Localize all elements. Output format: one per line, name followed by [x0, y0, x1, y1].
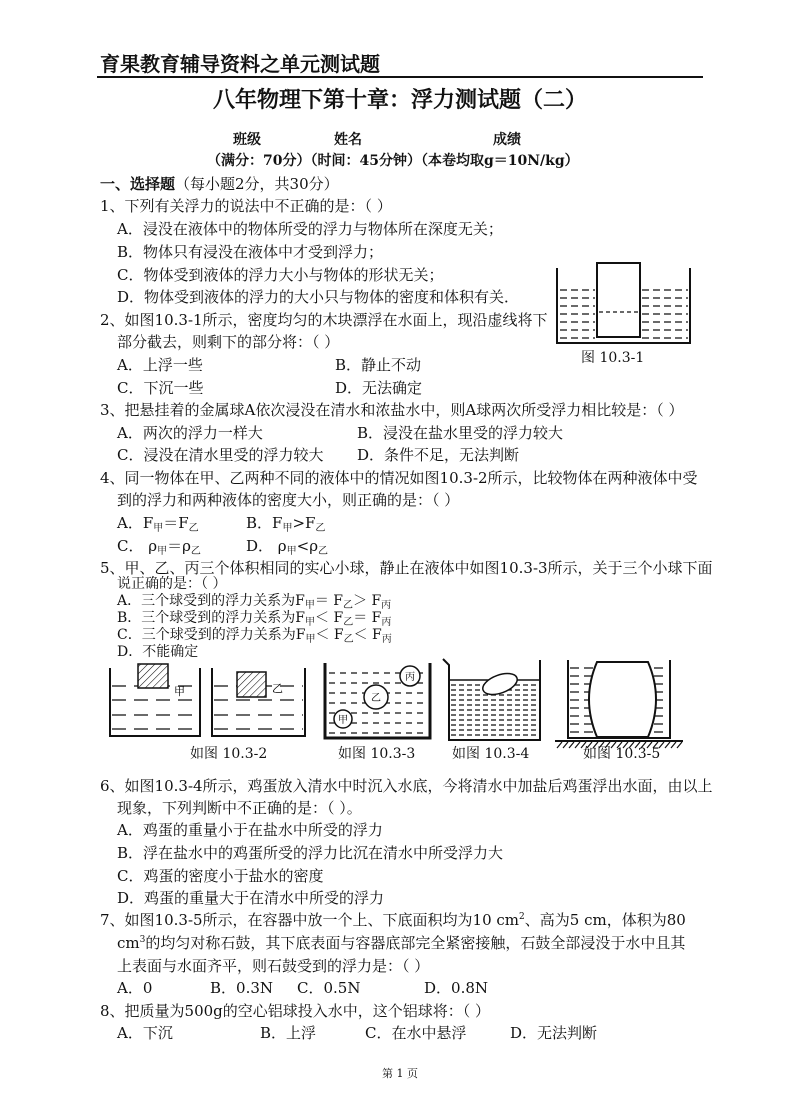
field-class-label: 班级: [233, 132, 261, 148]
subscript: 乙: [188, 523, 199, 534]
figure-10-3-2-jia: [110, 664, 200, 736]
stem-text: 的均匀对称石鼓，其下底表面与容器底部完全紧密接触，石鼓全部浸没于水中且其: [145, 934, 686, 952]
option-text: ＜ F: [315, 627, 344, 643]
figure-10-3-5-caption: 如图 10.3-5: [583, 746, 661, 762]
option-b: B．0.3N: [210, 979, 274, 997]
wooden-block: [597, 263, 640, 337]
figure-10-3-3-caption: 如图 10.3-3: [338, 746, 416, 762]
page-number: 第 1 页: [382, 1067, 418, 1080]
subscript: 甲: [282, 523, 293, 534]
option-text: C． ρ: [117, 537, 158, 555]
option-a: A．0: [117, 979, 153, 997]
question-stem: 1、下列有关浮力的说法中不正确的是：（ ）: [100, 197, 392, 215]
option-c: C．0.5N: [297, 979, 361, 997]
liquid-dashes: [112, 686, 198, 729]
stem-text: 7、如图10.3-5所示，在容器中放一个上、下底面积均为10 cm: [100, 911, 520, 929]
option-text: ＜ F: [353, 627, 382, 643]
option-d: [246, 537, 328, 555]
option-a: [117, 593, 391, 609]
question-stem-continued: 部分截去，则剩下的部分将：（ ）: [117, 333, 340, 351]
floating-block: [138, 664, 168, 688]
option-text: ＞ F: [353, 593, 382, 609]
question-stem: 2、如图10.3-1所示，密度均匀的木块漂浮在水面上，现沿虚线将下: [100, 311, 548, 329]
option-c: C．物体受到液体的浮力大小与物体的形状无关；: [117, 266, 444, 284]
option-d: D．无法确定: [335, 379, 423, 397]
option-c: [117, 627, 392, 643]
subscript: 乙: [190, 546, 201, 557]
option-d: D．不能确定: [117, 644, 199, 660]
figure-10-3-1-diagram: [550, 250, 700, 350]
option-d: D．物体受到液体的浮力的大小只与物体的密度和体积有关．: [117, 288, 520, 306]
section-scoring-note: （每小题2分，共30分）: [175, 175, 339, 193]
option-a: A．鸡蛋的重量小于在盐水中所受的浮力: [117, 821, 383, 839]
section-heading: [100, 175, 339, 193]
question-stem-continued: 说正确的是：（ ）: [117, 576, 227, 592]
label-jia: 甲: [174, 685, 185, 698]
option-a: A．浸没在液体中的物体所受的浮力与物体所在深度无关；: [117, 220, 503, 238]
question-stem-continued: [117, 934, 685, 952]
option-text: B．三个球受到的浮力关系为F: [117, 610, 306, 626]
subscript: 丙: [381, 634, 392, 645]
stem-text: 、高为5 cm，体积为80: [524, 911, 686, 929]
option-c: C．下沉一些: [117, 379, 204, 397]
field-score-label: 成绩: [493, 132, 521, 148]
question-stem: 4、同一物体在甲、乙两种不同的液体中的情况如图10.3-2所示，比较物体在两种液体中受: [100, 469, 698, 487]
option-a: [117, 514, 199, 532]
question-stem: 3、把悬挂着的金属球A依次浸没在清水和浓盐水中，则A球两次所受浮力相比较是：（ ）: [100, 401, 684, 419]
superscript: 3: [139, 935, 146, 945]
exam-title: 八年物理下第十章：浮力测试题（二）: [212, 87, 587, 113]
figure-row-diagrams: [100, 655, 700, 750]
option-text: <ρ: [296, 537, 319, 555]
subscript: 乙: [318, 546, 329, 557]
option-text: ＜ F: [315, 610, 344, 626]
subscript: 乙: [315, 523, 326, 534]
subscript: 甲: [157, 546, 168, 557]
figure-10-3-1-caption: 图 10.3-1: [581, 350, 645, 366]
option-b: B．上浮: [260, 1024, 317, 1042]
subscript: 乙: [343, 634, 354, 645]
subscript: 甲: [286, 546, 297, 557]
option-d: D．0.8N: [424, 979, 489, 997]
figure-10-3-3: [325, 663, 430, 738]
figure-10-3-5: [555, 660, 683, 748]
subscript: 甲: [304, 600, 315, 611]
question-stem-continued: 现象，下列判断中不正确的是：（ ）。: [117, 799, 362, 817]
header-rule: [97, 76, 703, 78]
superscript: 2: [519, 912, 525, 922]
label-bing: 丙: [405, 672, 415, 683]
subscript: 乙: [343, 617, 354, 628]
option-b: B．静止不动: [335, 356, 422, 374]
option-b: B．物体只有浸没在液体中才受到浮力；: [117, 243, 384, 261]
brand-header: 育果教育辅导资料之单元测试题: [100, 52, 380, 76]
option-c: C．在水中悬浮: [365, 1024, 467, 1042]
question-stem-continued: 上表面与水面齐平，则石鼓受到的浮力是：（ ）: [117, 957, 430, 975]
subscript: 丙: [381, 600, 392, 611]
subscript: 甲: [305, 634, 316, 645]
option-d: D．条件不足，无法判断: [357, 446, 520, 464]
option-b: B．浸没在盐水里受的浮力较大: [357, 424, 564, 442]
option-b: [246, 514, 325, 532]
option-text: A．F: [117, 514, 154, 532]
option-c: C．浸没在清水里受的浮力较大: [117, 446, 324, 464]
option-a: A．上浮一些: [117, 356, 203, 374]
question-stem: [100, 911, 686, 929]
option-d: D．无法判断: [510, 1024, 598, 1042]
label-jia: 甲: [338, 715, 348, 726]
exam-info: （满分：70分）（时间：45分钟）（本卷均取g＝10N/kg）: [207, 153, 579, 169]
option-c: [117, 537, 201, 555]
option-a: A．两次的浮力一样大: [117, 424, 263, 442]
field-name-label: 姓名: [334, 132, 362, 148]
figure-10-3-4-caption: 如图 10.3-4: [452, 746, 530, 762]
label-yi: 乙: [371, 693, 381, 704]
option-a: A．下沉: [117, 1024, 173, 1042]
option-b: B．浮在盐水中的鸡蛋所受的浮力比沉在清水中所受浮力大: [117, 844, 504, 862]
figure-10-3-2-yi: [212, 668, 305, 736]
subscript: 甲: [153, 523, 164, 534]
question-stem: 5、甲、乙、丙三个体积相同的实心小球，静止在液体中如图10.3-3所示，关于三个小球下面: [100, 559, 713, 577]
section-title: 一、选择题: [100, 175, 176, 193]
option-b: [117, 610, 391, 626]
option-text: >F: [292, 514, 316, 532]
option-text: ＝ F: [314, 593, 343, 609]
subscript: 甲: [305, 617, 316, 628]
option-text: D． ρ: [246, 537, 287, 555]
subscript: 乙: [343, 600, 353, 611]
option-text: A．三个球受到的浮力关系为F: [117, 593, 305, 609]
stone-drum: [589, 662, 656, 737]
option-text: B．F: [246, 514, 283, 532]
option-text: ＝F: [163, 514, 189, 532]
egg: [480, 669, 520, 698]
stem-text: cm: [117, 934, 140, 952]
option-text: ＝ F: [353, 610, 382, 626]
figure-10-3-2-caption: 如图 10.3-2: [190, 746, 268, 762]
subscript: 丙: [381, 617, 392, 628]
label-yi: 乙: [272, 682, 283, 695]
question-stem-continued: 到的浮力和两种液体的密度大小，则正确的是：（ ）: [117, 491, 460, 509]
figure-10-3-4: [443, 659, 540, 740]
question-stem: 8、把质量为500g的空心铝球投入水中，这个铝球将：（ ）: [100, 1002, 491, 1020]
option-text: C．三个球受到的浮力关系为F: [117, 627, 306, 643]
question-stem: 6、如图10.3-4所示，鸡蛋放入清水中时沉入水底，今将清水中加盐后鸡蛋浮出水面，由以上: [100, 777, 713, 795]
option-c: C．鸡蛋的密度小于盐水的密度: [117, 867, 324, 885]
option-d: D．鸡蛋的重量大于在清水中所受的浮力: [117, 889, 385, 907]
floating-block: [237, 672, 266, 697]
option-text: ＝ρ: [167, 537, 191, 555]
